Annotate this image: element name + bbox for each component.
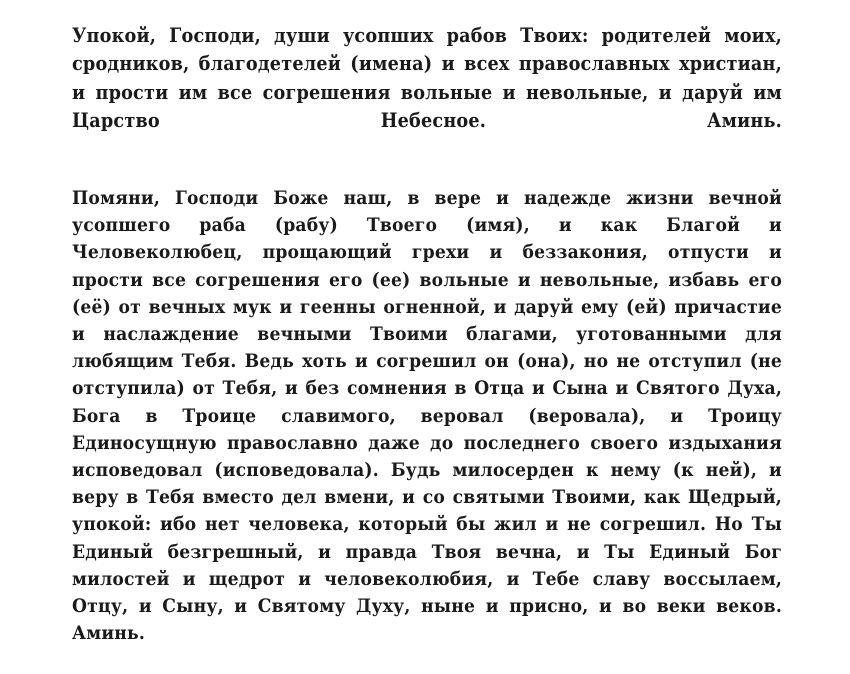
paragraph-prayer-for-departed: Упокой, Господи, души усопших рабов Твоих: родителей моих, сродников, благодетелей (имена) и всех православных христиан, и прости им все согрешения вольные и невольные, и даруй им Царство Небесное. Аминь. (72, 24, 782, 133)
paragraph-prayer-remembrance: Помяни, Господи Боже наш, в вере и надежде жизни вечной усопшего раба (рабу) Твоего (имя), и как Благой и Человеколюбец, прощающий грехи и беззакония, отпусти и прости все согрешения его (ее) вольные и невольные, избавь его (её) от вечных мук и геенны огненной, и даруй ему (ей) причастие и наслаждение вечными Твоими благами, уготованными для любящим Тебя. Ведь хоть и согрешил он (она), но не отступил (не отступила) от Тебя, и без сомнения в Отца и Сына и Святого Духа, Бога в Троице славимого, веровал (веровала), и Троицу Единосущную православно даже до последнего своего издыхания исповедовал (исповедовала). Будь милосерден к нему (к ней), и веру в Тебя вместо дел вмени, и со святыми Твоими, как Щедрый, упокой: ибо нет человека, который бы жил и не согрешил. Но Ты Единый безгрешный, и правда Твоя вечна, и Ты Единый Бог милостей и щедрот и человеколюбия, и Тебе славу воссылаем, Отцу, и Сыну, и Святому Духу, ныне и присно, и во веки веков. Аминь. (72, 186, 782, 645)
